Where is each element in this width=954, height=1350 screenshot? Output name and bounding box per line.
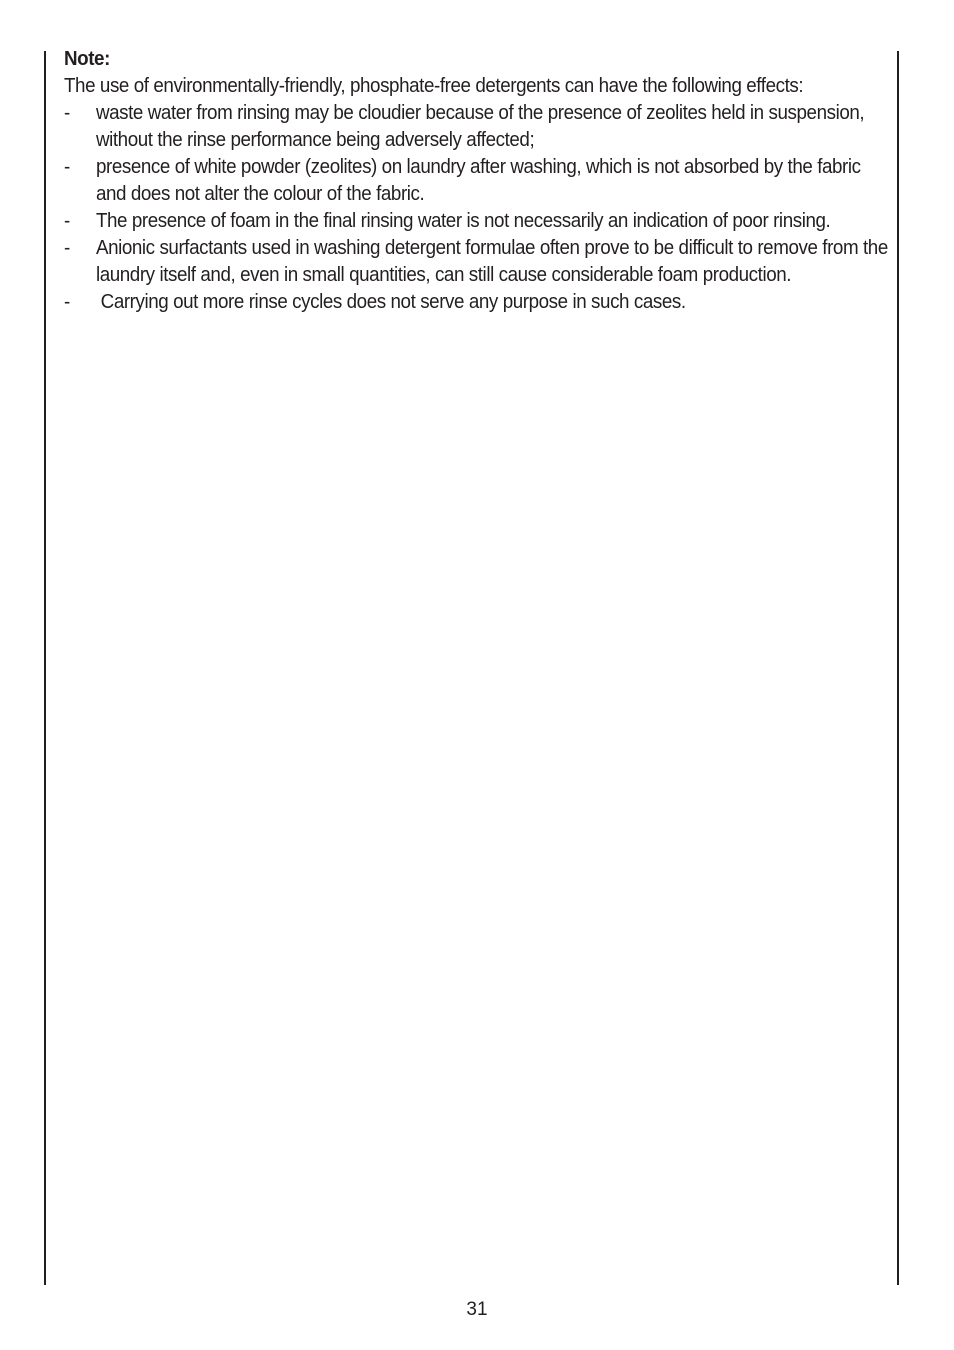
note-section [64, 46, 891, 316]
effects-list [64, 100, 891, 316]
list-item [64, 208, 891, 235]
list-item-text: waste water from rinsing may be cloudier because of the presence of zeolites held in suspension, without the rinse performance being adversely affected; [95, 102, 865, 151]
list-item [64, 235, 891, 289]
bullet-dash: - [64, 237, 70, 259]
bullet-dash: - [64, 156, 70, 178]
list-item [64, 154, 891, 208]
right-margin-rule [897, 51, 899, 1285]
list-item-text: presence of white powder (zeolites) on laundry after washing, which is not absorbed by the fabric and does not alter the colour of the fabric. [95, 156, 861, 205]
note-intro: The use of environmentally-friendly, phosphate-free detergents can have the following effects: [64, 75, 804, 97]
note-heading: Note: [64, 48, 110, 70]
bullet-dash: - [64, 210, 70, 232]
list-item-text: Anionic surfactants used in washing detergent formulae often prove to be difficult to remove from the laundry itself and, even in small quantities, can still cause considerable foam production. [95, 237, 888, 286]
page-number: 31 [466, 1299, 488, 1320]
list-item [64, 100, 891, 154]
left-margin-rule [44, 51, 46, 1285]
bullet-dash: - [64, 102, 70, 124]
list-item-text: The presence of foam in the final rinsing water is not necessarily an indication of poor rinsing. [95, 210, 831, 232]
bullet-dash: - [64, 291, 70, 313]
list-item [64, 289, 891, 316]
list-item-text: Carrying out more rinse cycles does not serve any purpose in such cases. [100, 291, 686, 313]
